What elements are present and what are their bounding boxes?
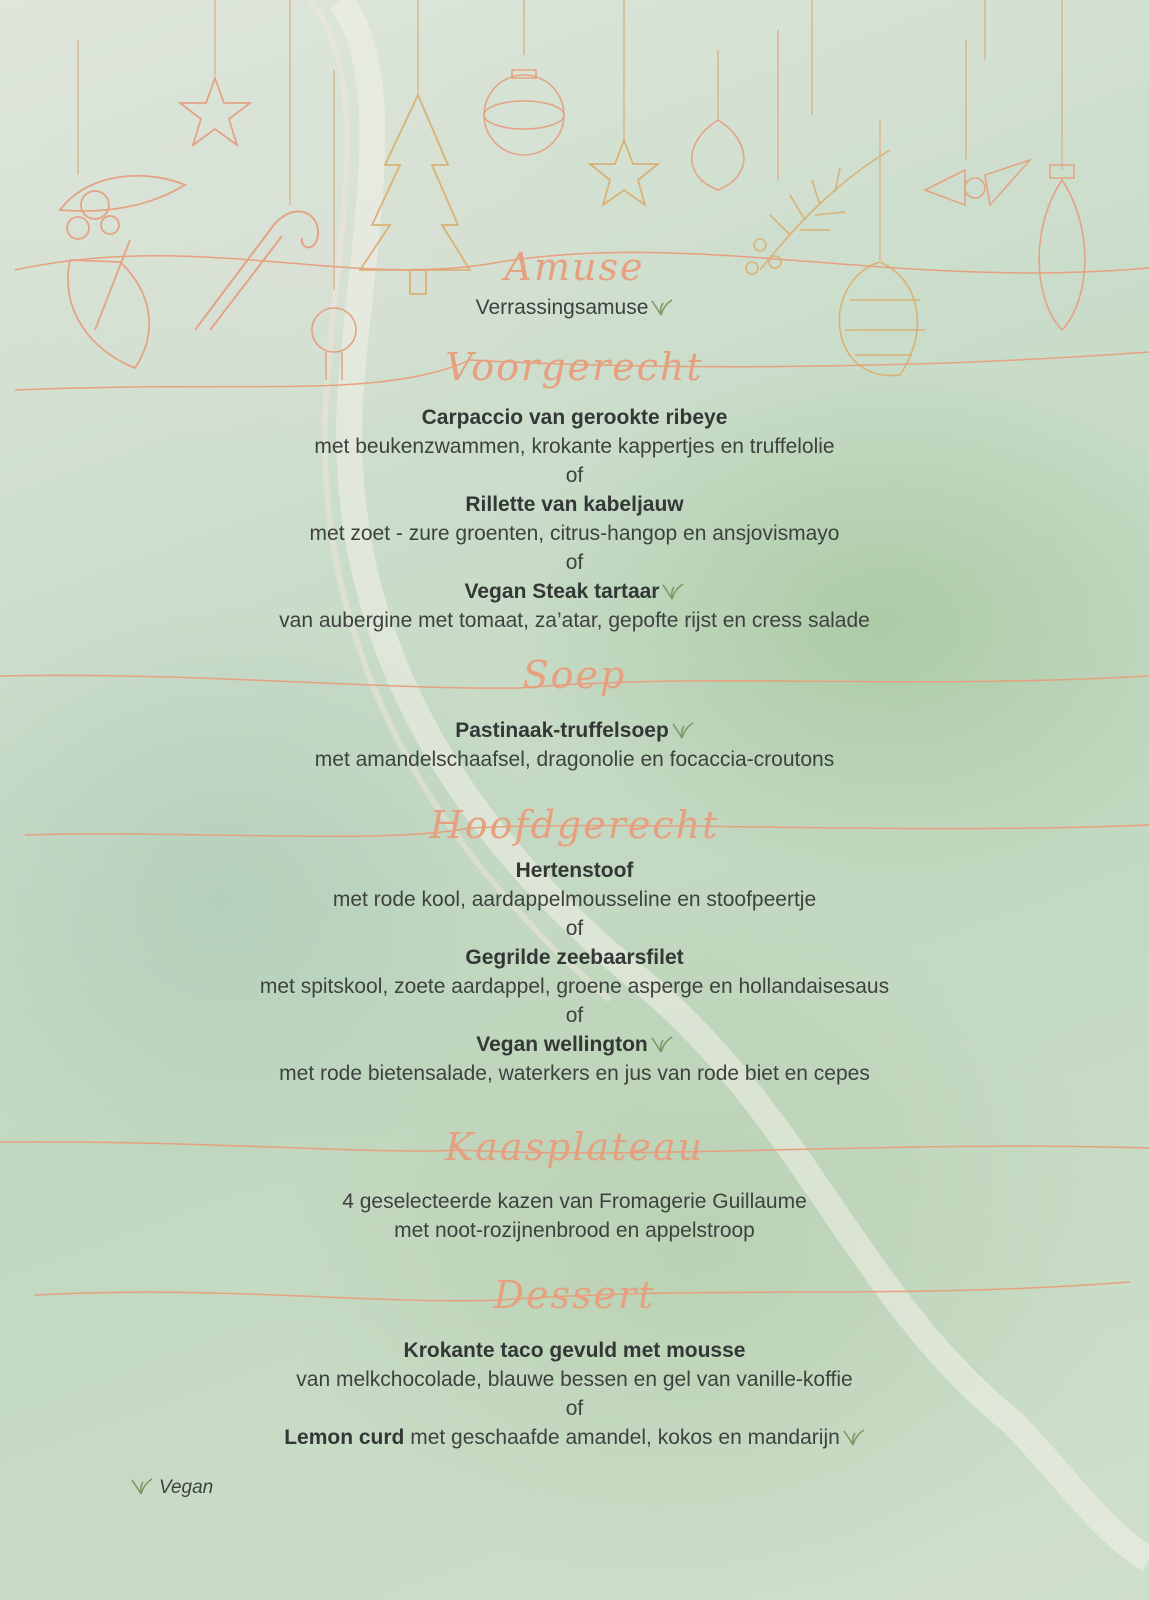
dish-description: met beukenzwammen, krokante kappertjes en truffelolie [314, 435, 835, 458]
dish-name: Gegrilde zeebaarsfilet [465, 946, 684, 969]
dish-name: Vegan wellington [476, 1033, 648, 1056]
or-separator: of [565, 917, 584, 940]
dish-description: met zoet - zure groenten, citrus-hangop en ansjovismayo [309, 522, 840, 545]
leaf-icon [843, 1428, 865, 1446]
dish-description: met spitskool, zoete aardappel, groene asperge en hollandaisesaus [259, 975, 890, 998]
vegan-legend [131, 1477, 213, 1499]
leaf-icon [651, 1035, 673, 1053]
menu-item [0, 577, 1149, 606]
leaf-icon [131, 1477, 153, 1495]
menu-item [0, 1030, 1149, 1059]
section-title-hoofdgerecht: Hoofdgerecht [429, 803, 720, 847]
dish-name: Vegan Steak tartaar [464, 580, 660, 603]
legend-label: Vegan [159, 1477, 214, 1498]
cheese-line: 4 geselecteerde kazen van Fromagerie Guillaume [342, 1190, 807, 1213]
dish-name: Verrassingsamuse [475, 296, 649, 319]
dish-description: van aubergine met tomaat, za’atar, gepofte rijst en cress salade [279, 609, 870, 632]
dish-description: met amandelschaafsel, dragonolie en focaccia-croutons [314, 748, 835, 771]
dish-name: Carpaccio van gerookte ribeye [421, 406, 728, 429]
dish-name: Lemon curd [284, 1426, 405, 1449]
dish-description: met geschaafde amandel, kokos en mandarijn [404, 1426, 840, 1449]
or-separator: of [565, 1004, 584, 1027]
or-separator: of [565, 551, 584, 574]
leaf-icon [662, 582, 684, 600]
section-title-kaasplateau: Kaasplateau [444, 1125, 705, 1169]
dish-name: Hertenstoof [515, 859, 634, 882]
dish-name: Krokante taco gevuld met mousse [403, 1339, 746, 1362]
cheese-line: met noot-rozijnenbrood en appelstroop [394, 1219, 755, 1242]
menu-item [0, 293, 1149, 322]
menu-item [0, 1423, 1149, 1452]
section-title-dessert: Dessert [493, 1273, 656, 1317]
leaf-icon [672, 721, 694, 739]
section-title-soep: Soep [522, 653, 627, 697]
dish-description: met rode kool, aardappelmousseline en stoofpeertje [332, 888, 817, 911]
dish-description: van melkchocolade, blauwe bessen en gel van vanille-koffie [296, 1368, 853, 1391]
menu-item [0, 716, 1149, 745]
dish-description: met rode bietensalade, waterkers en jus van rode biet en cepes [279, 1062, 870, 1085]
dish-name: Pastinaak-truffelsoep [455, 719, 669, 742]
dish-name: Rillette van kabeljauw [465, 493, 684, 516]
section-title-voorgerecht: Voorgerecht [445, 345, 704, 389]
leaf-icon [651, 298, 673, 316]
or-separator: of [565, 1397, 584, 1420]
section-title-amuse: Amuse [504, 245, 645, 289]
or-separator: of [565, 464, 584, 487]
